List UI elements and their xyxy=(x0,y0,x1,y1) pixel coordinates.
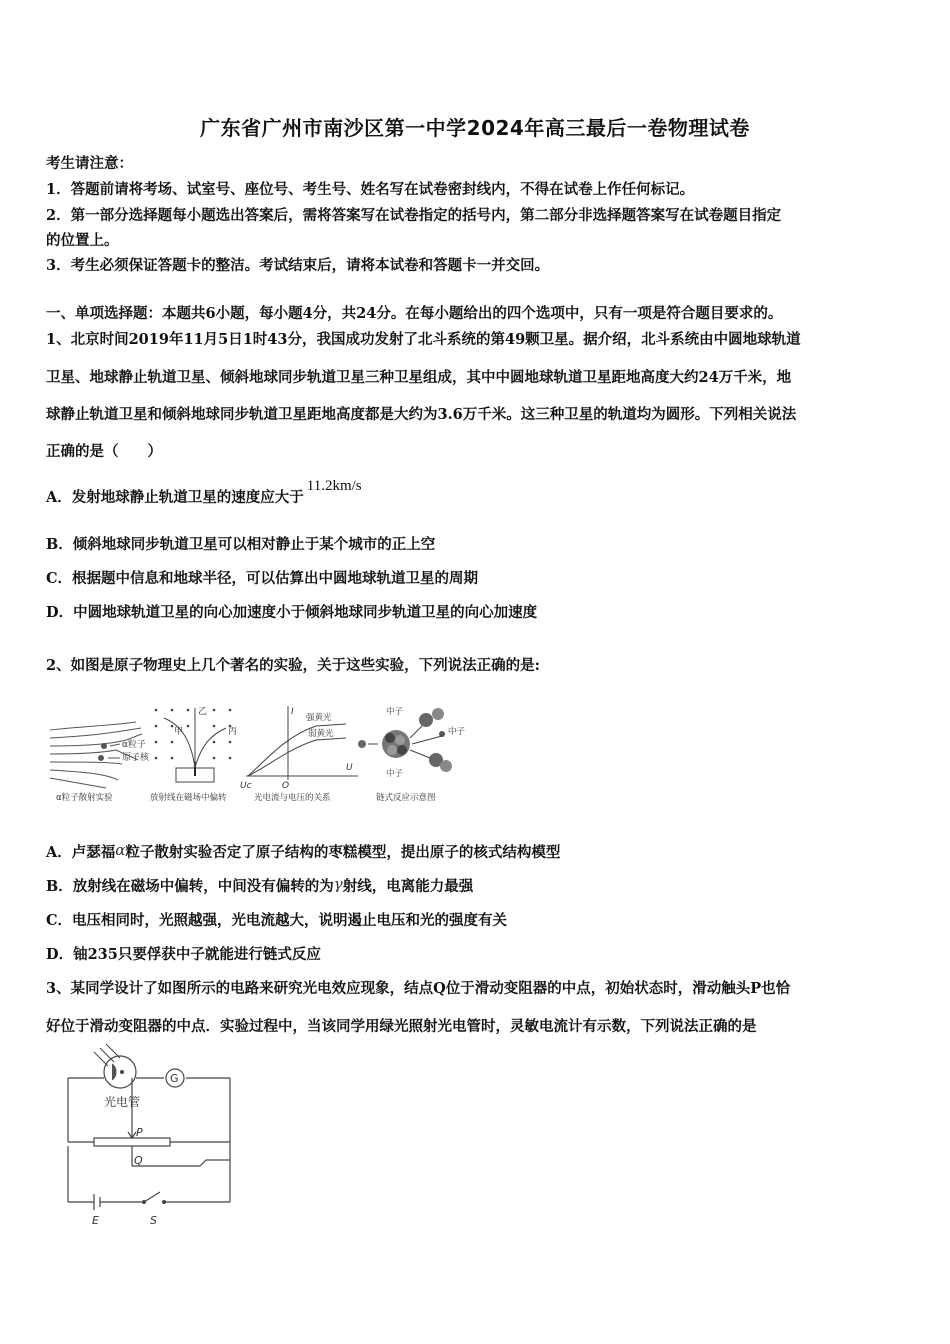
q1-option-d: D．中圆地球轨道卫星的向心加速度小于倾斜地球同步轨道卫星的向心加速度 xyxy=(46,604,538,621)
notice-heading: 考生请注意： xyxy=(46,155,133,172)
alpha-symbol: α xyxy=(115,841,126,859)
q2-option-b xyxy=(46,875,473,896)
switch-contact xyxy=(162,1200,166,1204)
neutron-label-right: 中子 xyxy=(448,727,466,737)
label-jia: 甲 xyxy=(174,727,184,737)
neutron-label-bottom: 中子 xyxy=(386,769,404,779)
gamma-symbol: γ xyxy=(333,875,343,893)
nucleus-label: 原子核 xyxy=(122,753,150,763)
q2-option-a xyxy=(46,841,560,862)
q1-stem-line-3: 球静止轨道卫星和倾斜地球同步轨道卫星距地高度都是大约为3.6万千米。这三种卫星的轨道均为圆形。下列相关说法 xyxy=(46,406,797,423)
q2-figure xyxy=(46,700,476,810)
alpha-particle-label: α粒子 xyxy=(122,740,146,750)
magnetic-field-panel xyxy=(155,709,232,782)
caption-magnetic: 放射线在磁场中偏转 xyxy=(150,793,227,803)
q1-stem-line-1: 1、北京时间2019年11月5日1时43分，我国成功发射了北斗系统的第49颗卫星。据介绍，北斗系统由中圆地球轨道 xyxy=(46,331,801,348)
q1-option-a xyxy=(46,478,362,507)
q2-option-b-post: 射线，电离能力最强 xyxy=(342,878,474,895)
node-q-label: Q xyxy=(134,1154,143,1167)
battery-e-label: E xyxy=(92,1214,99,1227)
notice-item-1: 1．答题前请将考场、试室号、座位号、考生号、姓名写在试卷密封线内，不得在试卷上作任何标记。 xyxy=(46,181,695,198)
notice-item-2-cont: 的位置上。 xyxy=(46,232,119,249)
q1-stem-line-2: 卫星、地球静止轨道卫星、倾斜地球同步轨道卫星三种卫星组成，其中中圆地球轨道卫星距地高度大约24万千米，地 xyxy=(46,369,792,386)
axis-i-label: I xyxy=(291,707,294,717)
q1-stem-line-4: 正确的是（ ） xyxy=(46,443,162,460)
strong-yellow-label: 强黄光 xyxy=(306,713,332,723)
page-title: 广东省广州市南沙区第一中学2024年高三最后一卷物理试卷 xyxy=(200,116,750,140)
uc-label: Uc xyxy=(240,781,252,791)
switch-s-label: S xyxy=(150,1214,157,1227)
caption-iv: 光电流与电压的关系 xyxy=(254,793,331,803)
circuit-wires xyxy=(68,1078,230,1210)
label-yi: 乙 xyxy=(198,707,208,717)
axis-u-label: U xyxy=(346,763,353,773)
ray-paths xyxy=(164,708,226,768)
q2-option-c: C．电压相同时，光照越强，光电流越大，说明遏止电压和光的强度有关 xyxy=(46,912,508,929)
caption-chain: 链式反应示意图 xyxy=(376,793,436,803)
weak-yellow-label: 弱黄光 xyxy=(308,729,334,739)
q1-option-c: C．根据题中信息和地球半径，可以估算出中圆地球轨道卫星的周期 xyxy=(46,570,479,587)
label-bing: 丙 xyxy=(228,727,238,737)
notice-item-2: 2．第一部分选择题每小题选出答案后，需将答案写在试卷指定的括号内，第二部分非选择题答案写在试卷题目指定 xyxy=(46,207,782,224)
photo-tube-icon xyxy=(94,1044,136,1088)
origin-label: O xyxy=(282,781,290,791)
q3-stem-line-1: 3、某同学设计了如图所示的电路来研究光电效应现象，结点Q位于滑动变阻器的中点，初始状态时，滑动触头P也恰 xyxy=(46,980,791,997)
slider-p-label: P xyxy=(136,1126,143,1139)
tube-label: 光电管 xyxy=(104,1095,141,1109)
q3-stem-line-2: 好位于滑动变阻器的中点．实验过程中，当该同学用绿光照射光电管时，灵敏电流计有示数，下列说法正确的是 xyxy=(46,1018,757,1035)
q1-option-b: B．倾斜地球同步轨道卫星可以相对静止于某个城市的正上空 xyxy=(46,536,436,553)
section-heading: 一、单项选择题：本题共6小题，每小题4分，共24分。在每小题给出的四个选项中，只有一项是符合题目要求的。 xyxy=(46,305,783,322)
chain-reaction-panel xyxy=(358,708,452,772)
q2-option-d: D．铀235只要俘获中子就能进行链式反应 xyxy=(46,946,321,963)
q2-option-a-pre: A．卢瑟福 xyxy=(46,844,116,861)
q3-circuit-figure xyxy=(60,1042,240,1227)
q2-option-a-post: 粒子散射实验否定了原子结构的枣糕模型，提出原子的核式结构模型 xyxy=(125,844,561,861)
q2-stem: 2、如图是原子物理史上几个著名的实验，关于这些实验，下列说法正确的是: xyxy=(46,657,540,674)
q1-option-a-text: A．发射地球静止轨道卫星的速度应大于 xyxy=(46,489,304,506)
neutron-label-top: 中子 xyxy=(386,707,404,717)
q2-option-b-pre: B．放射线在磁场中偏转，中间没有偏转的为 xyxy=(46,878,334,895)
iv-graph-panel xyxy=(246,706,358,780)
galvanometer-label: G xyxy=(170,1072,179,1085)
q1-option-a-value: 11.2km/s xyxy=(306,478,362,494)
caption-alpha-scattering: α粒子散射实验 xyxy=(56,793,113,803)
switch-pivot xyxy=(142,1200,146,1204)
notice-item-3: 3．考生必须保证答题卡的整洁。考试结束后，请将本试卷和答题卡一并交回。 xyxy=(46,257,550,274)
